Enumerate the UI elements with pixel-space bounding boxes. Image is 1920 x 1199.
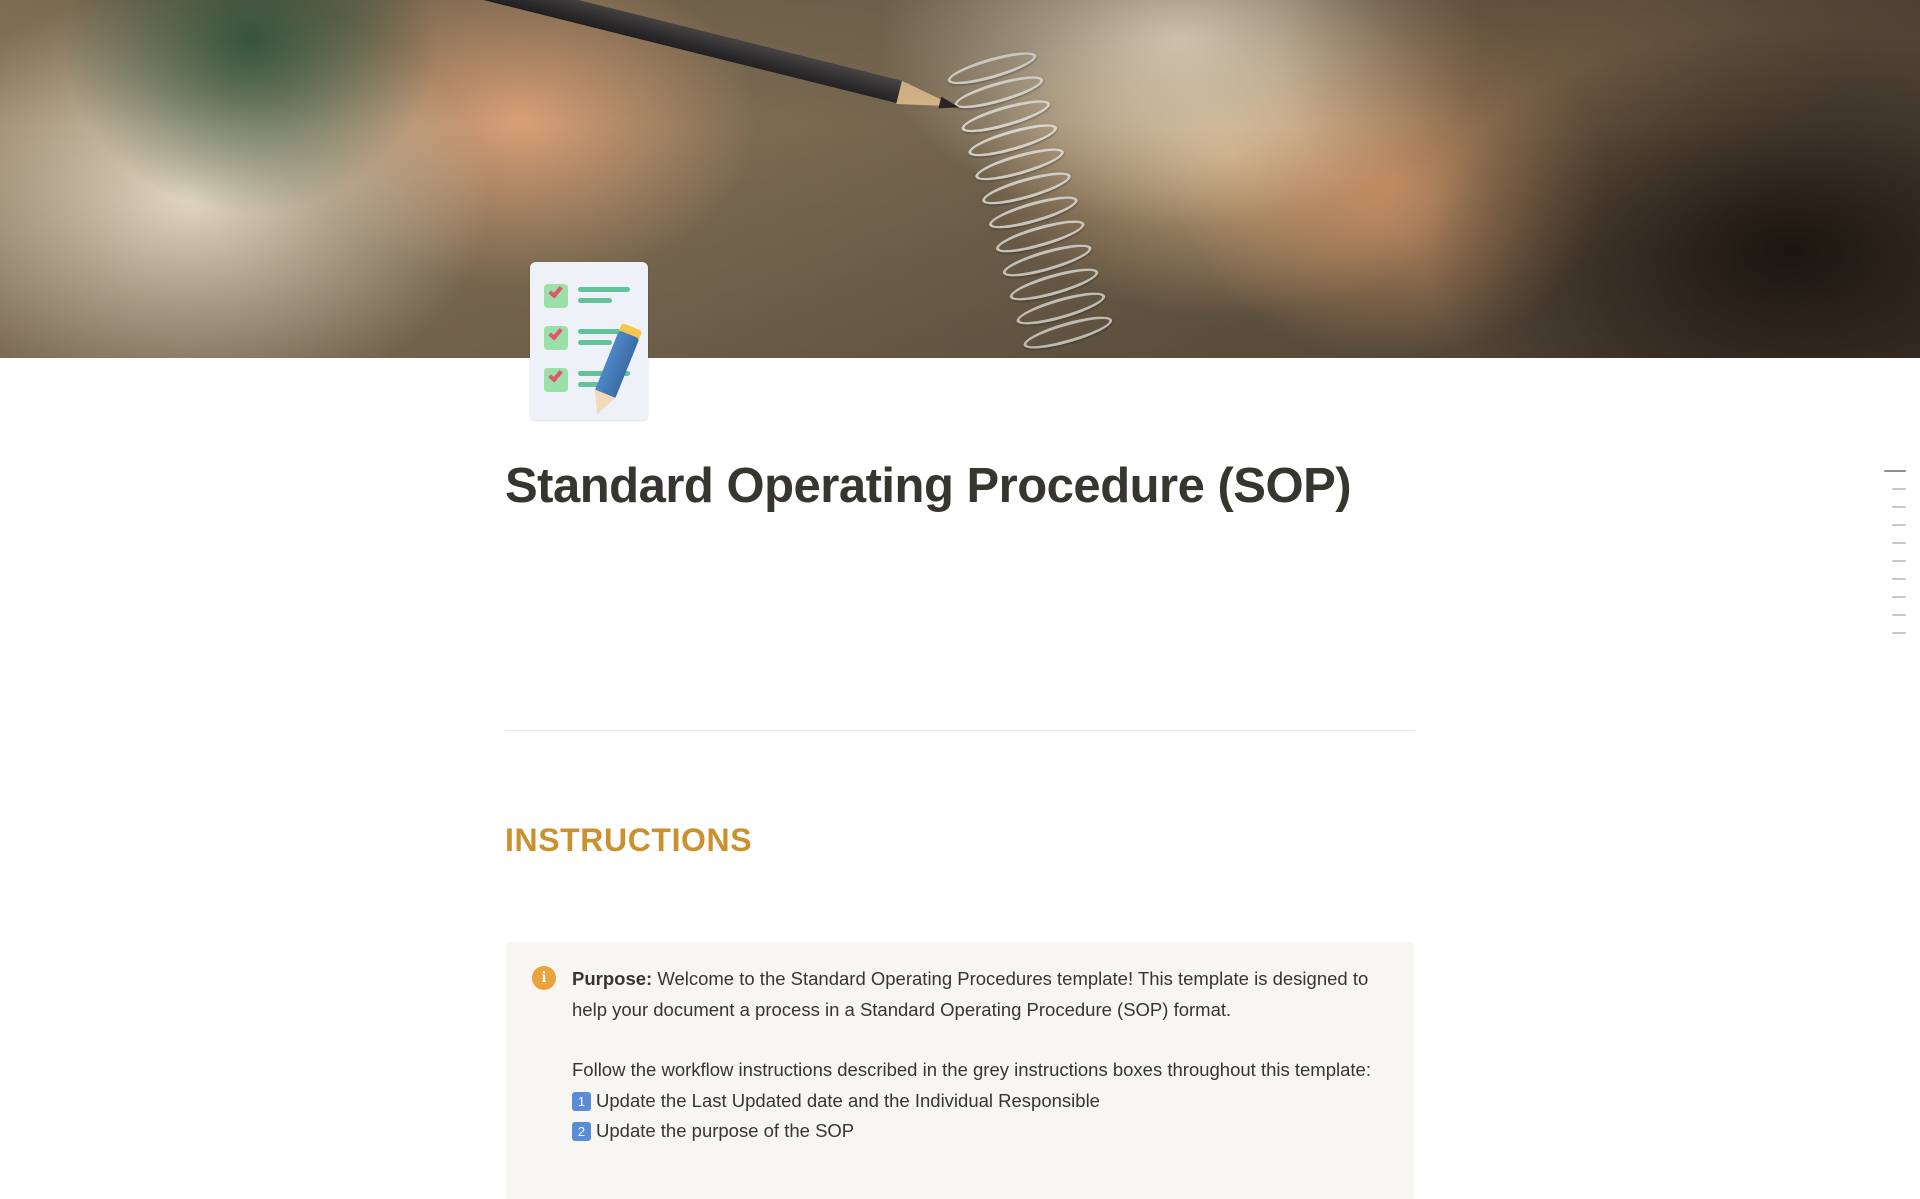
section-divider xyxy=(505,730,1415,731)
outline-bar-6[interactable] xyxy=(1892,560,1906,562)
cover-image[interactable] xyxy=(0,0,1920,358)
outline-rail[interactable] xyxy=(1872,470,1906,634)
outline-bar-9[interactable] xyxy=(1892,614,1906,616)
instructions-callout[interactable] xyxy=(506,942,1414,1199)
cover-vignette xyxy=(0,0,1920,358)
workflow-intro: Follow the workflow instructions described in the grey instructions boxes throughout this template: xyxy=(572,1059,1371,1080)
page-title[interactable]: Standard Operating Procedure (SOP) xyxy=(505,459,1352,513)
step-number-badge: 1 xyxy=(572,1092,591,1111)
callout-purpose-paragraph xyxy=(572,964,1388,1025)
section-heading-instructions[interactable]: INSTRUCTIONS xyxy=(505,822,753,858)
outline-bar-4[interactable] xyxy=(1892,524,1906,526)
outline-bar-1[interactable] xyxy=(1884,470,1906,472)
purpose-text: Welcome to the Standard Operating Procedures template! This template is designed to help your document a process in a Standard Operating Procedure (SOP) format. xyxy=(572,968,1369,1020)
step-number-badge: 2 xyxy=(572,1122,591,1141)
outline-bar-5[interactable] xyxy=(1892,542,1906,544)
outline-bar-2[interactable] xyxy=(1892,488,1906,490)
checklist-row xyxy=(544,284,634,310)
purpose-label: Purpose: xyxy=(572,968,653,989)
callout-step-1 xyxy=(572,1086,1388,1117)
callout-step-2 xyxy=(572,1116,1388,1147)
outline-bar-10[interactable] xyxy=(1892,632,1906,634)
info-icon: i xyxy=(532,966,556,990)
outline-bar-7[interactable] xyxy=(1892,578,1906,580)
paragraph-spacer xyxy=(572,1025,1388,1055)
outline-bar-8[interactable] xyxy=(1892,596,1906,598)
outline-bar-3[interactable] xyxy=(1892,506,1906,508)
callout-body xyxy=(572,964,1388,1182)
step-text: Update the purpose of the SOP xyxy=(596,1120,855,1141)
checklist-with-pencil-icon[interactable] xyxy=(530,262,648,420)
step-text: Update the Last Updated date and the Individual Responsible xyxy=(596,1089,1100,1111)
